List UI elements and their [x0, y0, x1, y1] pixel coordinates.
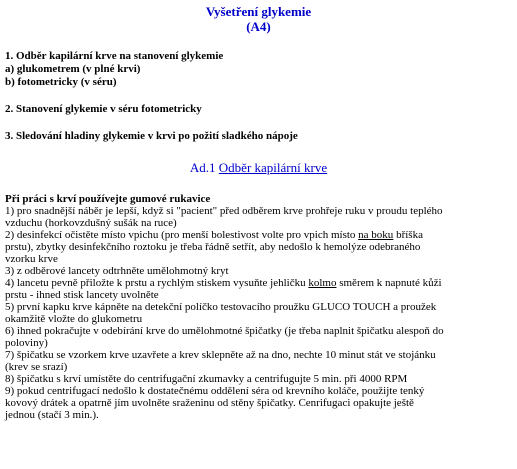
instruction-text: směrem k napnuté kůži	[336, 277, 442, 289]
instruction-line: kovový drátek a opatrně jím uvolněte sraženinu od stěny špičatky. Cenrifugaci opakujte ještě	[5, 397, 414, 409]
task-1b: b) fotometricky (v séru)	[5, 76, 117, 88]
section-prefix: Ad.1	[189, 160, 219, 175]
task-1: 1. Odběr kapilární krve na stanovení glykemie	[5, 50, 224, 62]
task-1a: a) glukometrem (v plné krvi)	[5, 63, 141, 75]
instruction-line	[5, 277, 513, 289]
page-title: Vyšetření glykemie	[205, 4, 312, 19]
instruction-line: jednou (stačí 3 min.).	[5, 409, 99, 421]
instruction-line: 3) z odběrové lancety odtrhněte umělohmotný kryt	[5, 265, 229, 277]
section-title: Odběr kapilární krve	[218, 160, 328, 175]
instruction-text: 4) lancetu pevně přiložte k prstu a rychlým stiskem vysuňte jehličku	[5, 277, 309, 289]
instruction-text: 2) desinfekcí očistěte místo vpichu (pro menší bolestivost volte pro vpich místo	[5, 229, 359, 241]
task-2: 2. Stanovení glykemie v séru fotometricky	[5, 103, 202, 115]
instruction-line: vzorku krve	[5, 253, 58, 265]
instructions-block	[5, 193, 513, 421]
instruction-line: (krev se srazí)	[5, 361, 68, 373]
section-heading	[0, 160, 517, 175]
instruction-line: 5) první kapku krve kápněte na detekční políčko testovacího proužku GLUCO TOUCH a proužek	[5, 301, 437, 313]
instruction-underlined: na boku	[358, 229, 394, 241]
task-3: 3. Sledování hladiny glykemie v krvi po požití sladkého nápoje	[5, 130, 298, 142]
instruction-line: 1) pro snadnější náběr je lepší, když si "pacient" před odběrem krve prohřeje ruku v proudu teplého	[5, 205, 443, 217]
instruction-line: prstu), zbytky desinfekčního roztoku je třeba řádně setřít, aby nedošlo k hemolýze odebraného	[5, 241, 421, 253]
instruction-text: bříška	[393, 229, 423, 241]
instruction-line: 8) špičatku s krví umístěte do centrifugační zkumavky a centrifugujte 5 min. při 4000 RPM	[5, 373, 408, 385]
instructions-heading: Při práci s krví používejte gumové rukavice	[5, 193, 211, 205]
instruction-line: poloviny)	[5, 337, 48, 349]
instruction-line: 6) ihned pokračujte v odebírání krve do umělohmotné špičatky (je třeba naplnit špičatku alespoň do	[5, 325, 444, 337]
instruction-line	[5, 229, 513, 241]
instruction-underlined: kolmo	[308, 277, 337, 289]
instruction-line: 9) pokud centrifugací nedošlo k dostatečnému oddělení séra od krevního koláče, použijte tenký	[5, 385, 425, 397]
instruction-line: prstu - ihned stisk lancety uvolněte	[5, 289, 159, 301]
page-subtitle: (A4)	[246, 19, 271, 34]
instruction-line: okamžitě vložte do glukometru	[5, 313, 143, 325]
instruction-line: vzduchu (horkovzdušný sušák na ruce)	[5, 217, 177, 229]
instruction-line: 7) špičatku se vzorkem krve uzavřete a krev sklepněte až na dno, nechte 10 minut stát ve stojánku	[5, 349, 436, 361]
